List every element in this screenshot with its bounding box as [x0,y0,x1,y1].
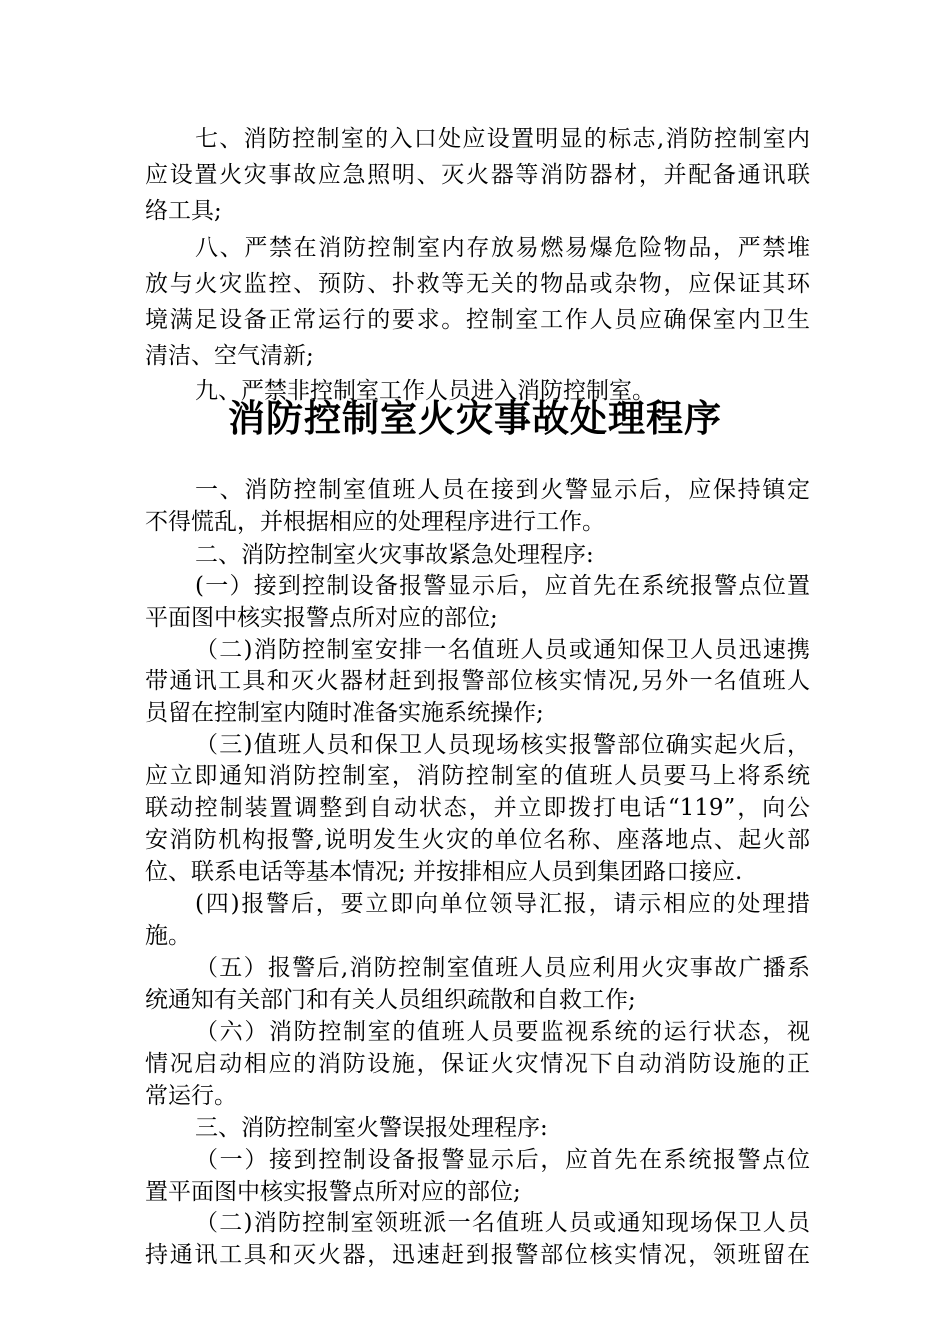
paragraph-line: 平面图中核实报警点所对应的部位; [145,605,498,631]
paragraph-line: 九、严禁非控制室工作人员进入消防控制室。 [195,378,655,404]
paragraph-line: 七、消防控制室的入口处应设置明显的标志,消防控制室内 [195,126,810,152]
paragraph-line: 二、消防控制室火灾事故紧急处理程序: [195,542,594,568]
paragraph-line: 带通讯工具和灭火器材赶到报警部位核实情况,另外一名值班人 [145,668,810,694]
paragraph-line: 情况启动相应的消防设施，保证火灾情况下自动消防设施的正 [145,1051,810,1077]
paragraph-line: 应立即通知消防控制室，消防控制室的值班人员要马上将系统 [145,763,810,789]
paragraph-line: （五）报警后,消防控制室值班人员应利用火灾事故广播系 [195,955,810,981]
paragraph-line: 三、消防控制室火警误报处理程序: [195,1115,548,1141]
paragraph-line: 应设置火灾事故应急照明、灭火器等消防器材，并配备通讯联 [145,162,810,188]
paragraph-line: （三)值班人员和保卫人员现场核实报警部位确实起火后， [195,732,810,758]
paragraph-line: 清洁、空气清新; [145,343,314,369]
paragraph-line: (一）接到控制设备报警显示后，应首先在系统报警点位置 [195,573,810,599]
paragraph-line: 持通讯工具和灭火器，迅速赶到报警部位核实情况，领班留在 [145,1242,810,1268]
paragraph-line: 置平面图中核实报警点所对应的部位; [145,1179,521,1205]
paragraph-line: 不得慌乱，并根据相应的处理程序进行工作。 [145,509,605,535]
paragraph-line: （一）接到控制设备报警显示后，应首先在系统报警点位 [195,1147,810,1173]
paragraph-line: (四)报警后，要立即向单位领导汇报，请示相应的处理措 [195,891,810,917]
paragraph-line: 员留在控制室内随时准备实施系统操作; [145,700,544,726]
paragraph-line: 位、联系电话等基本情况; 并按排相应人员到集团路口接应. [145,859,743,885]
paragraph-line: 安消防机构报警,说明发生火灾的单位名称、座落地点、起火部 [145,827,810,853]
paragraph-line: （二)消防控制室领班派一名值班人员或通知现场保卫人员 [195,1210,810,1236]
paragraph-line: （六）消防控制室的值班人员要监视系统的运行状态，视 [195,1019,810,1045]
paragraph-line: 统通知有关部门和有关人员组织疏散和自救工作; [145,987,636,1013]
paragraph-line: 施。 [145,923,191,949]
paragraph-line: 境满足设备正常运行的要求。控制室工作人员应确保室内卫生 [145,307,810,333]
paragraph-line: 络工具; [145,198,222,224]
section-title: 消防控制室火灾事故处理程序 [228,397,722,440]
paragraph-line: 放与火灾监控、预防、扑救等无关的物品或杂物，应保证其环 [145,271,810,297]
paragraph-line: 八、严禁在消防控制室内存放易燃易爆危险物品，严禁堆 [195,235,810,261]
paragraph-line: 一、消防控制室值班人员在接到火警显示后，应保持镇定 [195,477,810,503]
paragraph-line: 联动控制装置调整到自动状态，并立即拨打电话“119”，向公 [145,795,810,821]
paragraph-line: （二)消防控制室安排一名值班人员或通知保卫人员迅速携 [195,637,810,663]
paragraph-line: 常运行。 [145,1083,237,1109]
